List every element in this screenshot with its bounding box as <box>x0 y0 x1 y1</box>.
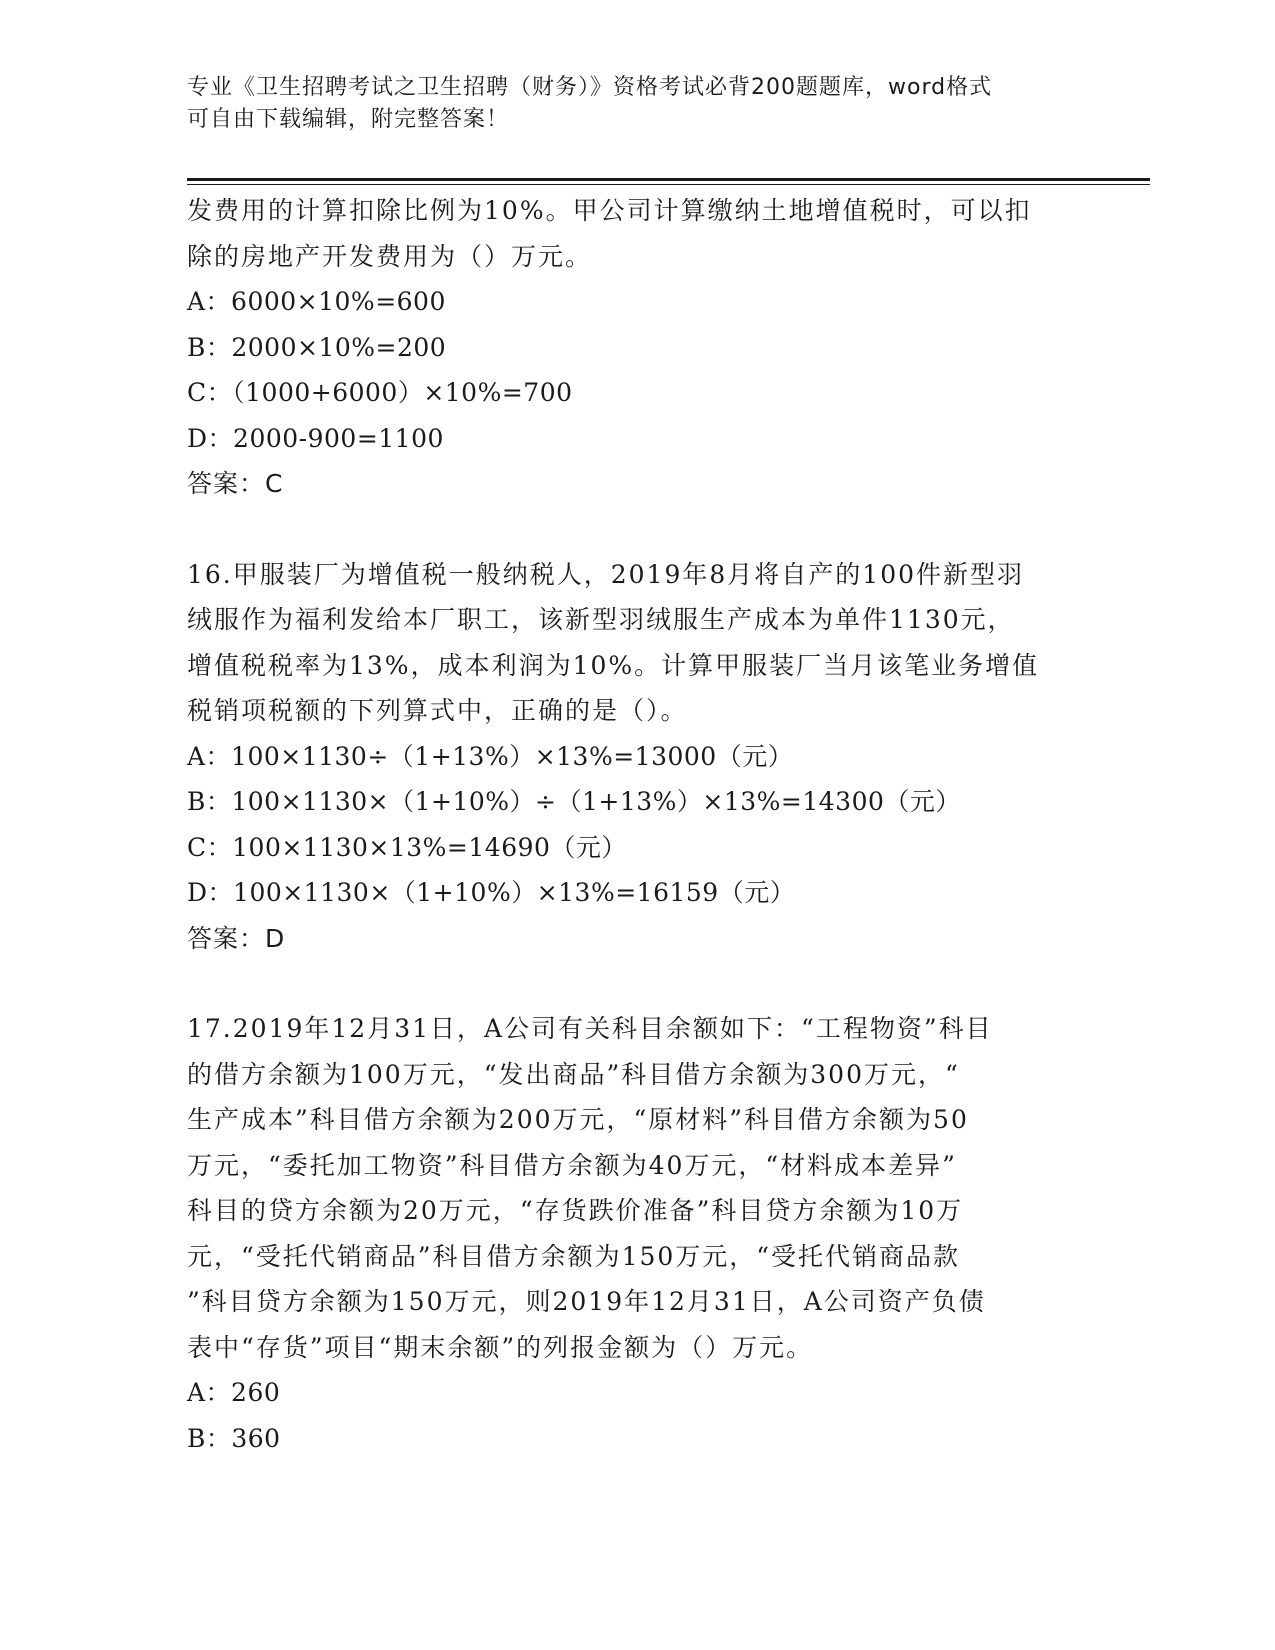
header-divider-thin <box>187 184 1150 185</box>
stem-line: 发费用的计算扣除比例为10%。甲公司计算缴纳土地增值税时，可以扣 <box>187 196 1032 225</box>
option-a: A：6000×10%=600 <box>187 287 446 316</box>
option-a: A：260 <box>187 1378 281 1407</box>
document-body <box>187 188 1087 1461</box>
question-17 <box>187 1006 1087 1461</box>
option-a: A：100×1130÷（1+13%）×13%=13000（元） <box>187 741 794 771</box>
option-c: C：100×1130×13%=14690（元） <box>187 832 627 862</box>
stem-line: 元，“受托代销商品”科目借方余额为150万元，“受托代销商品款 <box>187 1241 961 1271</box>
answer: 答案：C <box>187 469 284 498</box>
document-header <box>187 72 1067 136</box>
stem-line: 税销项税额的下列算式中，正确的是（）。 <box>187 696 688 725</box>
stem-line: 的借方余额为100万元，“发出商品”科目借方余额为300万元，“ <box>187 1059 960 1089</box>
stem-line: 科目的贷方余额为20万元，“存货跌价准备”科目贷方余额为10万 <box>187 1196 964 1225</box>
question-spacer <box>187 961 1087 1006</box>
stem-line: 绒服作为福利发给本厂职工，该新型羽绒服生产成本为单件1130元， <box>187 605 1015 634</box>
question-stem <box>187 552 1087 734</box>
stem-line: 增值税税率为13%，成本利润为10%。计算甲服装厂当月该笔业务增值 <box>187 650 1040 680</box>
option-b: B：100×1130×（1+10%）÷（1+13%）×13%=14300（元） <box>187 787 961 816</box>
stem-line: 16.甲服装厂为增值税一般纳税人，2019年8月将自产的100件新型羽 <box>187 559 1025 589</box>
stem-line: 万元，“委托加工物资”科目借方余额为40万元，“材料成本差异” <box>187 1150 957 1180</box>
stem-line: ”科目贷方余额为150万元，则2019年12月31日，A公司资产负债 <box>187 1287 986 1316</box>
option-b: B：360 <box>187 1423 281 1453</box>
question-15 <box>187 188 1087 507</box>
stem-line: 生产成本”科目借方余额为200万元，“原材料”科目借方余额为50 <box>187 1105 969 1134</box>
option-c: C：（1000+6000）×10%=700 <box>187 378 573 407</box>
header-divider-thick <box>187 178 1150 181</box>
stem-line: 17.2019年12月31日，A公司有关科目余额如下：“工程物资”科目 <box>187 1014 993 1043</box>
question-stem <box>187 1006 1087 1370</box>
option-d: D：2000-900=1100 <box>187 423 444 453</box>
header-line-2: 可自由下载编辑，附完整答案！ <box>187 107 510 132</box>
stem-line: 除的房地产开发费用为（）万元。 <box>187 241 593 271</box>
option-d: D：100×1130×（1+10%）×13%=16159（元） <box>187 878 796 907</box>
question-spacer <box>187 507 1087 552</box>
option-b: B：2000×10%=200 <box>187 332 447 362</box>
header-line-1: 专业《卫生招聘考试之卫生招聘（财务）》资格考试必背200题题库，word格式 <box>187 75 993 100</box>
answer: 答案：D <box>187 923 286 953</box>
stem-line: 表中“存货”项目“期末余额”的列报金额为（）万元。 <box>187 1332 814 1362</box>
question-stem <box>187 188 1087 279</box>
question-16 <box>187 552 1087 962</box>
